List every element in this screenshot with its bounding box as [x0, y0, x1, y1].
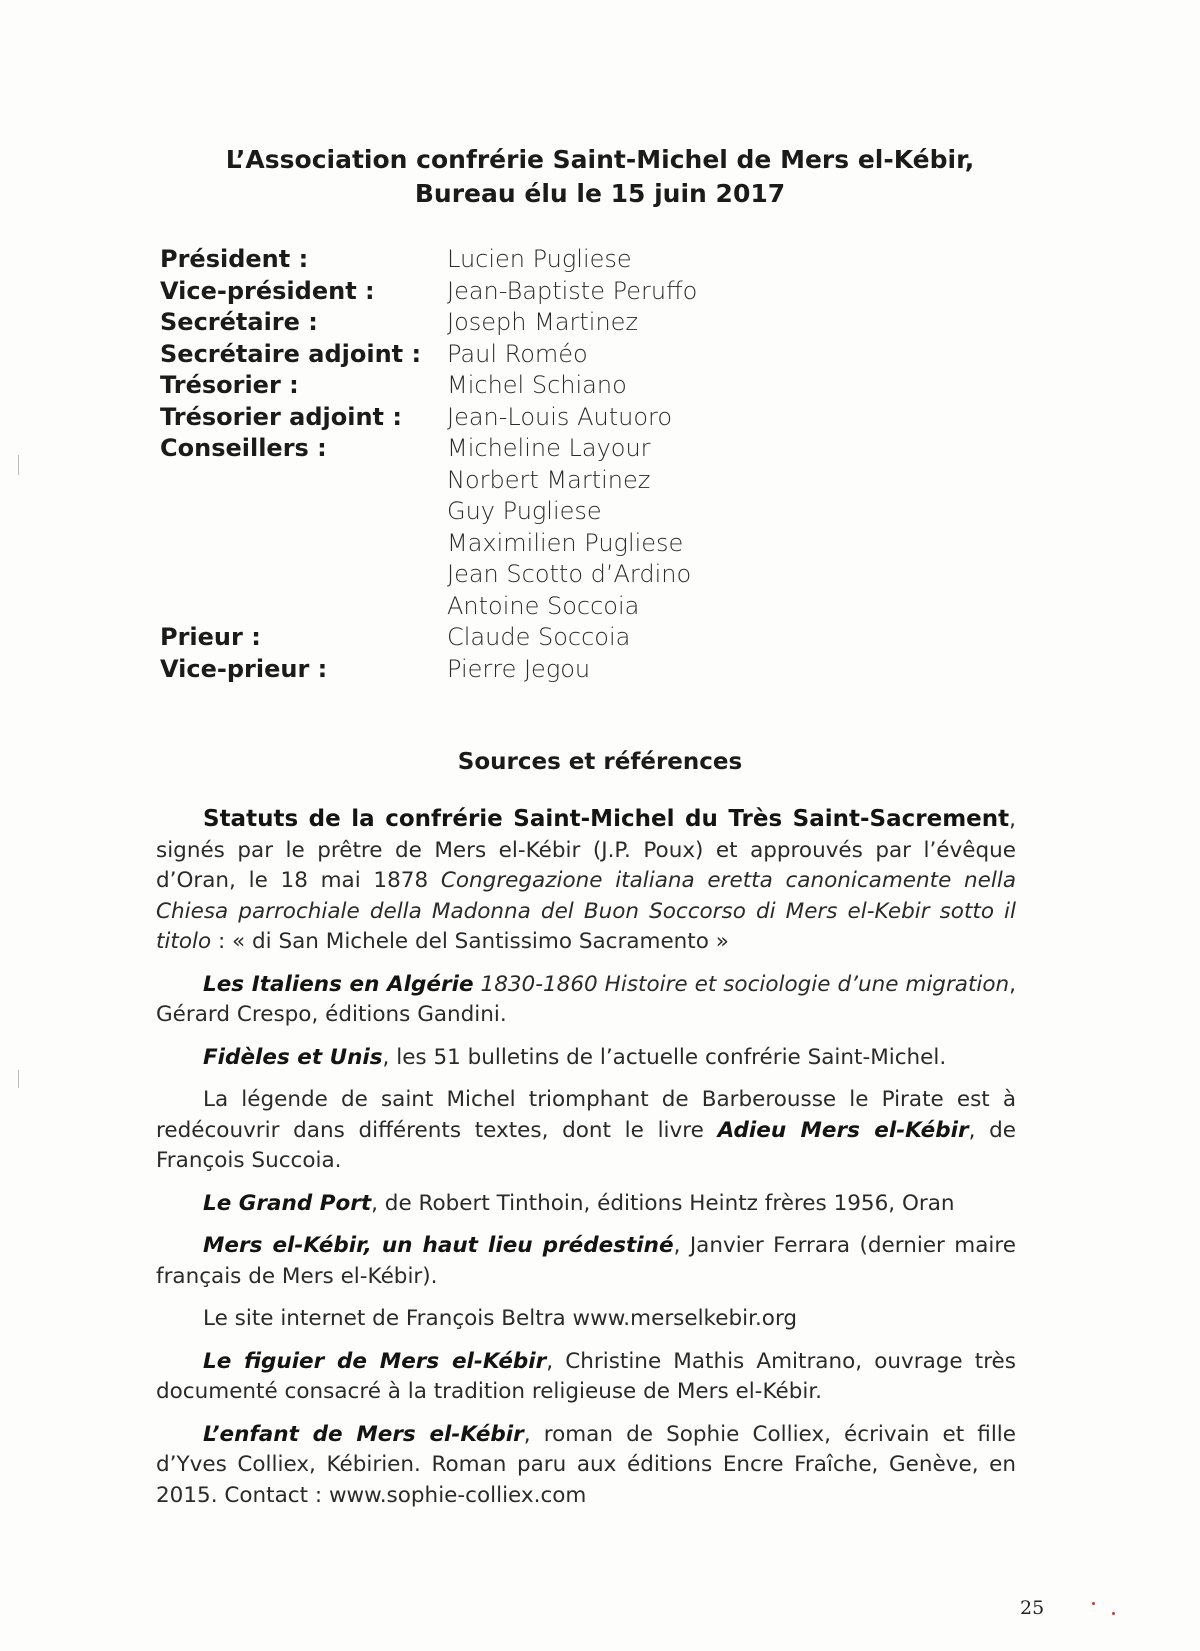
- title-line-1: L’Association confrérie Saint-Michel de Mers el-Kébir,: [225, 145, 975, 174]
- bureau-role: Vice-prieur :: [160, 654, 328, 683]
- reference-text: , Janvier Ferrara (dernier maire français de Mers el-Kébir).: [156, 1233, 1016, 1289]
- page-number: 25: [1020, 1597, 1045, 1619]
- bureau-name: Claude Soccoia: [447, 623, 631, 651]
- title-line-2: Bureau élu le 15 juin 2017: [414, 179, 786, 208]
- reference-text: , Gérard Crespo, éditions Gandini.: [156, 971, 1017, 1027]
- reference-text: , les 51 bulletins de l’actuelle confrérie Saint-Michel.: [382, 1044, 947, 1070]
- bureau-role: Secrétaire :: [160, 308, 318, 336]
- bureau-role: Vice-président :: [160, 276, 375, 305]
- bureau-row: [160, 559, 860, 591]
- bureau-name: Jean-Louis Autuoro: [447, 402, 673, 431]
- bureau-row: [160, 307, 860, 339]
- bureau-name: Lucien Pugliese: [447, 245, 632, 273]
- scan-dot: [1112, 1612, 1115, 1615]
- reference-title: Fidèles et Unis: [203, 1044, 383, 1070]
- bureau-name: Jean-Baptiste Peruffo: [447, 276, 698, 305]
- bureau-name: Micheline Layour: [447, 434, 651, 462]
- bureau-name: Paul Roméo: [447, 339, 588, 368]
- sources-heading: Sources et références: [457, 749, 743, 775]
- bureau-row: [160, 244, 860, 276]
- reference-italic: Congregazione italiana eretta canonicamente nella Chiesa parrochiale della Madonna del Buon Soccorso di Mers el-Kebir sotto il titolo: [156, 868, 1016, 954]
- bureau-row: [160, 622, 860, 654]
- bureau-role: Trésorier :: [160, 371, 299, 399]
- reference-title: Adieu Mers el-Kébir: [717, 1117, 969, 1143]
- reference-text: La légende de saint Michel triomphant de Barberousse le Pirate est à redécouvrir dans différents textes, dont le livre: [156, 1087, 1016, 1143]
- reference-item: [156, 970, 1016, 1031]
- bureau-row: [160, 591, 860, 623]
- bureau-name: Pierre Jegou: [447, 654, 591, 683]
- reference-title: Les Italiens en Algérie: [203, 971, 474, 997]
- bureau-row: [160, 528, 860, 560]
- reference-text: , roman de Sophie Colliex, écrivain et fille d’Yves Colliex, Kébirien. Roman paru aux éditions Encre Fraîche, Genève, en 2015. Contact : www.sophie-colliex.com: [156, 1421, 1016, 1508]
- reference-text: : « di San Michele del Santissimo Sacramento »: [211, 929, 729, 954]
- bureau-name: Norbert Martinez: [447, 465, 651, 494]
- reference-item: [156, 1085, 1016, 1177]
- reference-text: , signés par le prêtre de Mers el-Kébir (J.P. Poux) et approuvés par l’évêque d’Oran, le 18 mai 1878: [156, 807, 1016, 893]
- reference-title: Le figuier de Mers el-Kébir: [203, 1348, 547, 1374]
- bureau-name: Joseph Martinez: [447, 308, 639, 336]
- bureau-role: Secrétaire adjoint :: [160, 339, 422, 368]
- reference-title: Mers el-Kébir, un haut lieu prédestiné: [203, 1233, 674, 1258]
- reference-item: [156, 804, 1016, 958]
- scan-edge-mark: [18, 455, 19, 475]
- bureau-row: [160, 433, 860, 465]
- bureau-row: [160, 496, 860, 528]
- reference-text: , Christine Mathis Amitrano, ouvrage très documenté consacré à la tradition religieuse de Mers el-Kébir.: [156, 1348, 1016, 1404]
- bureau-name: Guy Pugliese: [447, 497, 602, 525]
- reference-text: , de François Succoia.: [156, 1117, 1016, 1173]
- bureau-name: Antoine Soccoia: [447, 591, 640, 620]
- bureau-role: Prieur :: [160, 623, 261, 651]
- reference-italic: 1830-1860 Histoire et sociologie d’une migration: [473, 971, 1010, 997]
- reference-item: [156, 1347, 1016, 1408]
- bureau-name: Michel Schiano: [447, 371, 627, 399]
- bureau-row: [160, 465, 860, 497]
- bureau-role: Président :: [160, 245, 309, 273]
- reference-item: [156, 1420, 1016, 1512]
- reference-item: [156, 1189, 1016, 1220]
- bureau-row: [160, 402, 860, 434]
- bureau-name: Maximilien Pugliese: [447, 528, 684, 557]
- bureau-row: [160, 654, 860, 686]
- bureau-name: Jean Scotto d’Ardino: [447, 560, 692, 588]
- bureau-list: [160, 244, 860, 685]
- reference-item: [156, 1043, 1016, 1074]
- reference-title: Statuts de la confrérie Saint-Michel du Très Saint-Sacrement: [203, 806, 1010, 832]
- page-title: [150, 143, 1050, 211]
- reference-item: [156, 1304, 1016, 1335]
- bureau-row: [160, 370, 860, 402]
- references-list: [156, 804, 1016, 1523]
- bureau-row: [160, 276, 860, 308]
- reference-text: , de Robert Tinthoin, éditions Heintz frères 1956, Oran: [371, 1190, 955, 1216]
- bureau-role: Conseillers :: [160, 434, 327, 462]
- scan-edge-mark: [18, 1070, 19, 1088]
- bureau-row: [160, 339, 860, 371]
- bureau-role: Trésorier adjoint :: [160, 402, 402, 431]
- reference-title: Le Grand Port: [203, 1190, 372, 1216]
- scan-dot: [1092, 1602, 1095, 1605]
- reference-item: [156, 1231, 1016, 1292]
- reference-text: Le site internet de François Beltra www.merselkebir.org: [203, 1306, 798, 1331]
- reference-title: L’enfant de Mers el-Kébir: [203, 1421, 524, 1447]
